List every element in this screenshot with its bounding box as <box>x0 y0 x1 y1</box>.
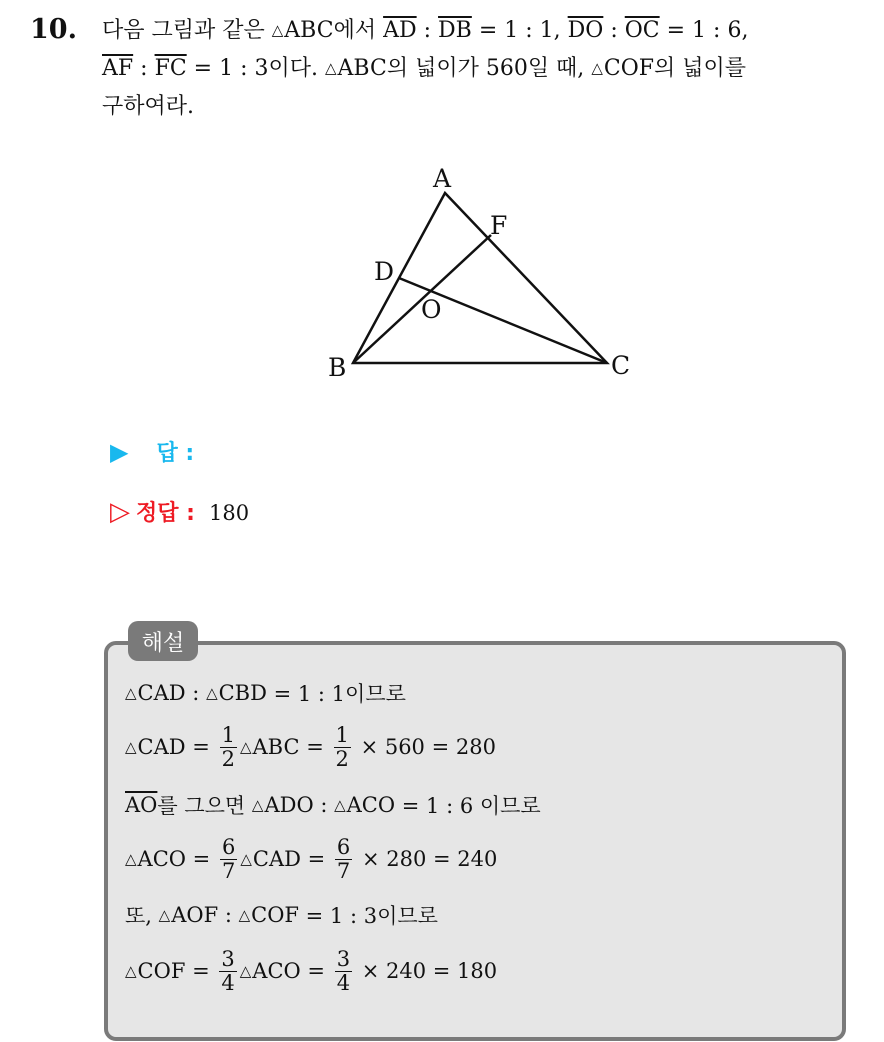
triangle-symbol-icon: △ <box>239 962 252 980</box>
solution-line-1 <box>125 668 406 718</box>
fraction <box>335 946 352 995</box>
denominator: 4 <box>221 970 235 995</box>
segment-ad: $\overline{AD}$ <box>383 18 417 43</box>
triangle-symbol-icon: △ <box>206 684 218 702</box>
math-text: = 1 : 1, <box>471 18 568 43</box>
numerator: 6 <box>336 834 351 859</box>
triangle-symbol-icon: △ <box>125 850 137 868</box>
math-text: CBD <box>218 681 267 705</box>
math-text: × 280 = 240 <box>355 847 498 871</box>
solution-line-2 <box>125 722 496 772</box>
math-text: COF <box>603 56 654 81</box>
solution-text: 를 그으면 <box>157 794 252 818</box>
triangle-symbol-icon: △ <box>334 796 346 814</box>
numerator: 3 <box>221 946 235 971</box>
fraction <box>220 722 237 771</box>
question-line-2 <box>102 58 746 80</box>
question-line-3: 구하여라. <box>102 94 195 119</box>
correct-answer-row <box>110 496 249 527</box>
denominator: 2 <box>221 746 235 771</box>
segment-fc: $\overline{FC}$ <box>154 56 187 81</box>
denominator: 7 <box>336 858 351 883</box>
triangle-symbol-icon: △ <box>158 906 171 924</box>
math-text: = <box>300 847 332 871</box>
math-text: AOF <box>171 903 219 927</box>
triangle-symbol-icon: △ <box>240 850 252 868</box>
segment-ao: $\overline{AO}$ <box>125 793 158 817</box>
math-text: = <box>185 959 217 983</box>
segment-af: $\overline{AF}$ <box>102 56 134 81</box>
triangle-symbol-icon: △ <box>271 21 284 39</box>
math-text: : <box>313 793 335 817</box>
triangle-symbol-icon: △ <box>238 906 251 924</box>
answer-label: 답 : <box>156 441 195 466</box>
denominator: 7 <box>221 858 236 883</box>
label-d: D <box>374 257 395 286</box>
solution-line-5 <box>125 890 438 940</box>
math-text: : <box>218 903 239 927</box>
fraction <box>220 834 237 883</box>
question-number: 10. <box>30 14 77 45</box>
denominator: 4 <box>336 970 351 995</box>
solution-text: 또, <box>125 904 159 928</box>
math-text: COF <box>137 959 186 983</box>
math-text: : <box>185 681 207 705</box>
question-text: 의 넓이를 <box>654 56 747 81</box>
correct-answer-label: 정답 : <box>136 501 195 526</box>
label-o: O <box>421 295 442 324</box>
denominator: 2 <box>335 746 349 771</box>
triangle-symbol-icon: △ <box>239 738 252 756</box>
math-text: ABC <box>337 56 387 81</box>
correct-answer-value: 180 <box>208 501 250 525</box>
question-text: 의 넓이가 560일 때, <box>386 56 592 81</box>
math-text: = <box>185 735 217 759</box>
numerator: 6 <box>221 834 236 859</box>
solution-line-3 <box>125 780 541 830</box>
numerator: 1 <box>221 722 235 747</box>
label-a: A <box>433 164 452 193</box>
math-text: × 560 = 280 <box>353 735 496 759</box>
triangle-figure <box>310 150 650 390</box>
math-text: COF <box>251 903 299 927</box>
solution-tag: 해설 <box>128 621 198 661</box>
question-text: = 1 : 3이다. <box>186 56 325 81</box>
math-text: = 1 : 3이므로 <box>298 904 438 928</box>
segment-db: $\overline{DB}$ <box>438 18 472 43</box>
math-text: = 1 : 6, <box>659 18 749 43</box>
label-c: C <box>611 351 631 380</box>
math-text: : <box>416 18 439 43</box>
outline-play-icon: ▷ <box>110 497 130 527</box>
fraction <box>219 946 236 995</box>
triangle-symbol-icon: △ <box>591 59 603 77</box>
math-text: = <box>300 959 332 983</box>
math-text: CAD <box>252 847 301 871</box>
label-f: F <box>490 211 508 240</box>
math-text: = <box>299 735 331 759</box>
math-text: ACO <box>252 959 301 983</box>
triangle-symbol-icon: △ <box>125 738 137 756</box>
math-text: = 1 : 1이므로 <box>266 682 406 706</box>
answer-row <box>110 436 194 467</box>
question-text: 에서 <box>333 18 384 43</box>
math-text: CAD <box>137 681 186 705</box>
fraction <box>334 722 351 771</box>
label-b: B <box>328 353 347 382</box>
math-text: ACO <box>346 793 396 817</box>
solution-line-4 <box>125 834 497 884</box>
triangle-symbol-icon: △ <box>324 59 337 77</box>
math-text: ABC <box>252 735 300 759</box>
question-line-1 <box>102 20 748 42</box>
math-text: = <box>186 847 217 871</box>
numerator: 3 <box>336 946 351 971</box>
math-text: : <box>603 18 625 43</box>
math-text: = 1 : 6 이므로 <box>395 794 541 818</box>
question-text: 다음 그림과 같은 <box>102 18 272 43</box>
segment-oc: $\overline{OC}$ <box>624 18 660 43</box>
triangle-symbol-icon: △ <box>251 796 264 814</box>
play-icon: ▶ <box>110 438 129 466</box>
math-text: ADO <box>264 793 314 817</box>
numerator: 1 <box>335 722 349 747</box>
solution-line-6 <box>125 946 497 996</box>
math-text: CAD <box>137 735 186 759</box>
triangle-symbol-icon: △ <box>125 684 137 702</box>
math-text: ACO <box>137 847 186 871</box>
math-text: ABC <box>284 18 334 43</box>
math-text: : <box>133 56 155 81</box>
fraction <box>335 834 352 883</box>
math-text: × 240 = 180 <box>355 959 498 983</box>
triangle-symbol-icon: △ <box>125 962 137 980</box>
segment-do: $\overline{DO}$ <box>567 18 604 43</box>
